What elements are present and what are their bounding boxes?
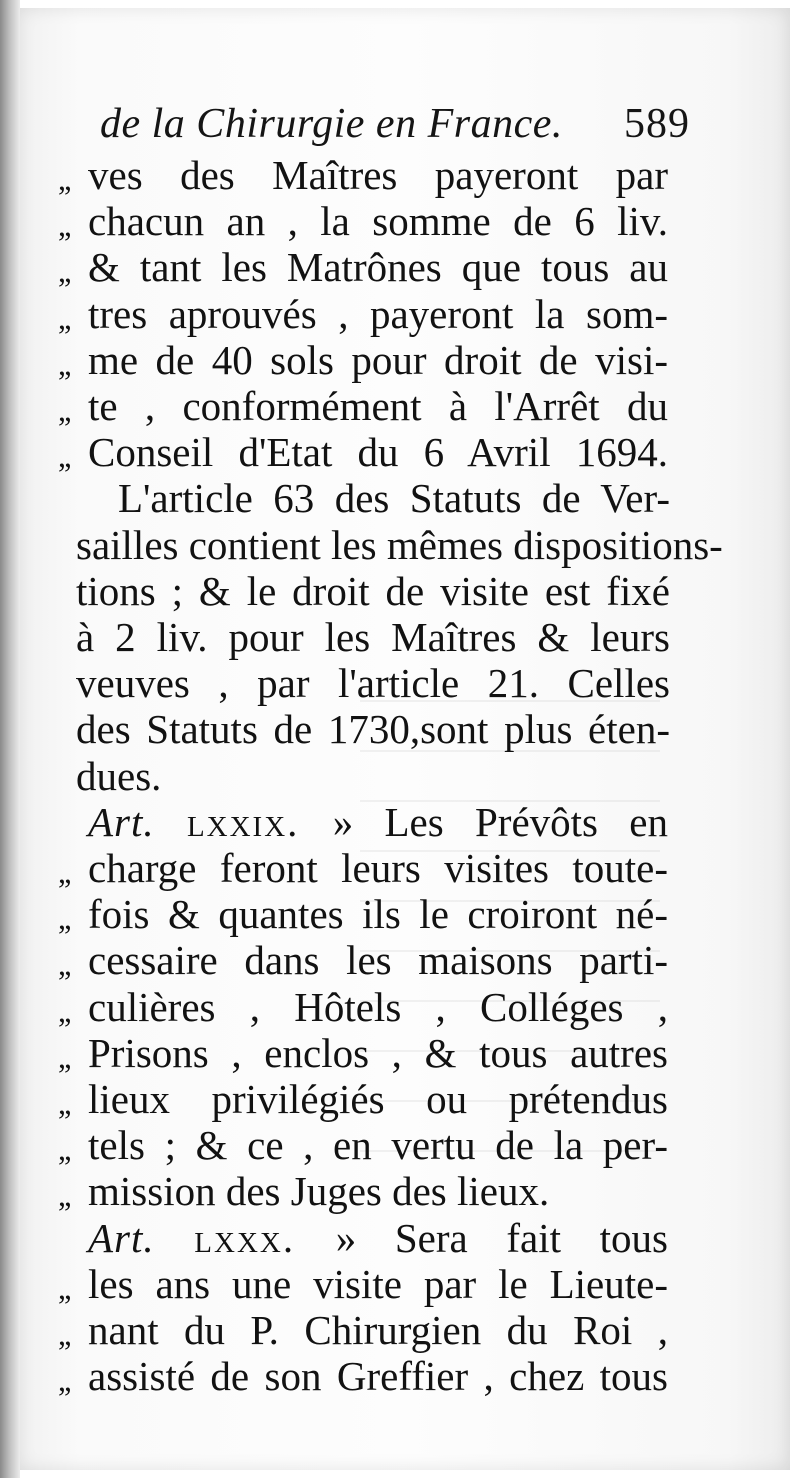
line-text: culières , Hôtels , Colléges , xyxy=(88,983,668,1030)
line-text: les ans une visite par le Lieute- xyxy=(88,1260,668,1307)
quotation-mark: ,, xyxy=(58,1177,70,1214)
line-text: fois & quantes ils le croiront né- xyxy=(88,891,668,938)
line-text: assisté de son Greffier , chez tous xyxy=(88,1353,668,1400)
line-text: Prisons , enclos , & tous autres xyxy=(88,1029,668,1076)
article-number: lxxx. xyxy=(194,1214,336,1261)
line-text: cessaire dans les maisons parti- xyxy=(88,937,668,984)
quotation-mark: ,, xyxy=(58,161,70,197)
article-number: lxxix. xyxy=(186,798,333,845)
quotation-mark: ,, xyxy=(58,1085,70,1121)
article-text: » Les Prévôts en xyxy=(332,798,668,845)
quotation-mark: ,, xyxy=(58,1362,70,1399)
quotation-mark: ,, xyxy=(58,992,70,1029)
quotation-mark: ,, xyxy=(58,207,70,244)
line-text: chacun an , la somme de 6 liv. xyxy=(88,198,668,245)
line-text: veuves , par l'article 21. Celles xyxy=(76,660,670,707)
line-text: te , conformément à l'Arrêt du xyxy=(88,383,668,429)
article-label: Art. xyxy=(88,1214,195,1261)
quotation-mark: ,, xyxy=(58,1269,70,1306)
line-text xyxy=(88,1213,668,1263)
quotation-mark: ,, xyxy=(58,1316,70,1352)
article-label: Art. xyxy=(88,798,187,845)
quotation-mark: ,, xyxy=(58,854,70,890)
line-text: lieux privilégiés ou prétendus xyxy=(88,1076,668,1122)
line-text: L'article 63 des Statuts de Ver- xyxy=(118,475,670,522)
quotation-mark: ,, xyxy=(58,900,70,937)
line-text xyxy=(88,797,668,847)
line-text: me de 40 sols pour droit de visi- xyxy=(88,336,668,383)
quotation-mark: ,, xyxy=(58,392,70,428)
line-text: mission des Juges des lieux. xyxy=(88,1168,550,1215)
quotation-mark: ,, xyxy=(58,438,70,475)
book-gutter-shadow xyxy=(0,0,20,1478)
line-text: charge feront leurs visites toute- xyxy=(88,845,668,891)
quotation-mark: ,, xyxy=(58,946,70,983)
line-text: tions ; & le droit de visite est fixé xyxy=(76,567,670,614)
line-text: tels ; & ce , en vertu de la per- xyxy=(88,1122,668,1169)
quotation-mark: ,, xyxy=(58,253,70,290)
article-text: » Sera fait tous xyxy=(335,1214,668,1261)
line-text: des Statuts de 1730,sont plus éten- xyxy=(76,706,670,753)
quotation-mark: ,, xyxy=(58,345,70,382)
line-text: à 2 liv. pour les Maîtres & leurs xyxy=(76,614,670,660)
page-number: 589 xyxy=(624,101,690,147)
page-header xyxy=(100,98,690,150)
running-title: de la Chirurgie en France. xyxy=(100,101,563,147)
line-text: sailles contient les mêmes dispositions- xyxy=(76,521,723,568)
line-text: tres aprouvés , payeront la som- xyxy=(88,290,668,337)
line-text: dues. xyxy=(76,752,162,799)
line-text: nant du P. Chirurgien du Roi , xyxy=(88,1307,668,1353)
line-text: ves des Maîtres payeront par xyxy=(88,152,668,198)
quotation-mark: ,, xyxy=(58,1038,70,1075)
line-text: Conseil d'Etat du 6 Avril 1694. xyxy=(88,429,668,476)
quotation-mark: ,, xyxy=(58,299,70,336)
line-text: & tant les Matrônes que tous au xyxy=(88,244,668,291)
quotation-mark: ,, xyxy=(58,1131,70,1168)
